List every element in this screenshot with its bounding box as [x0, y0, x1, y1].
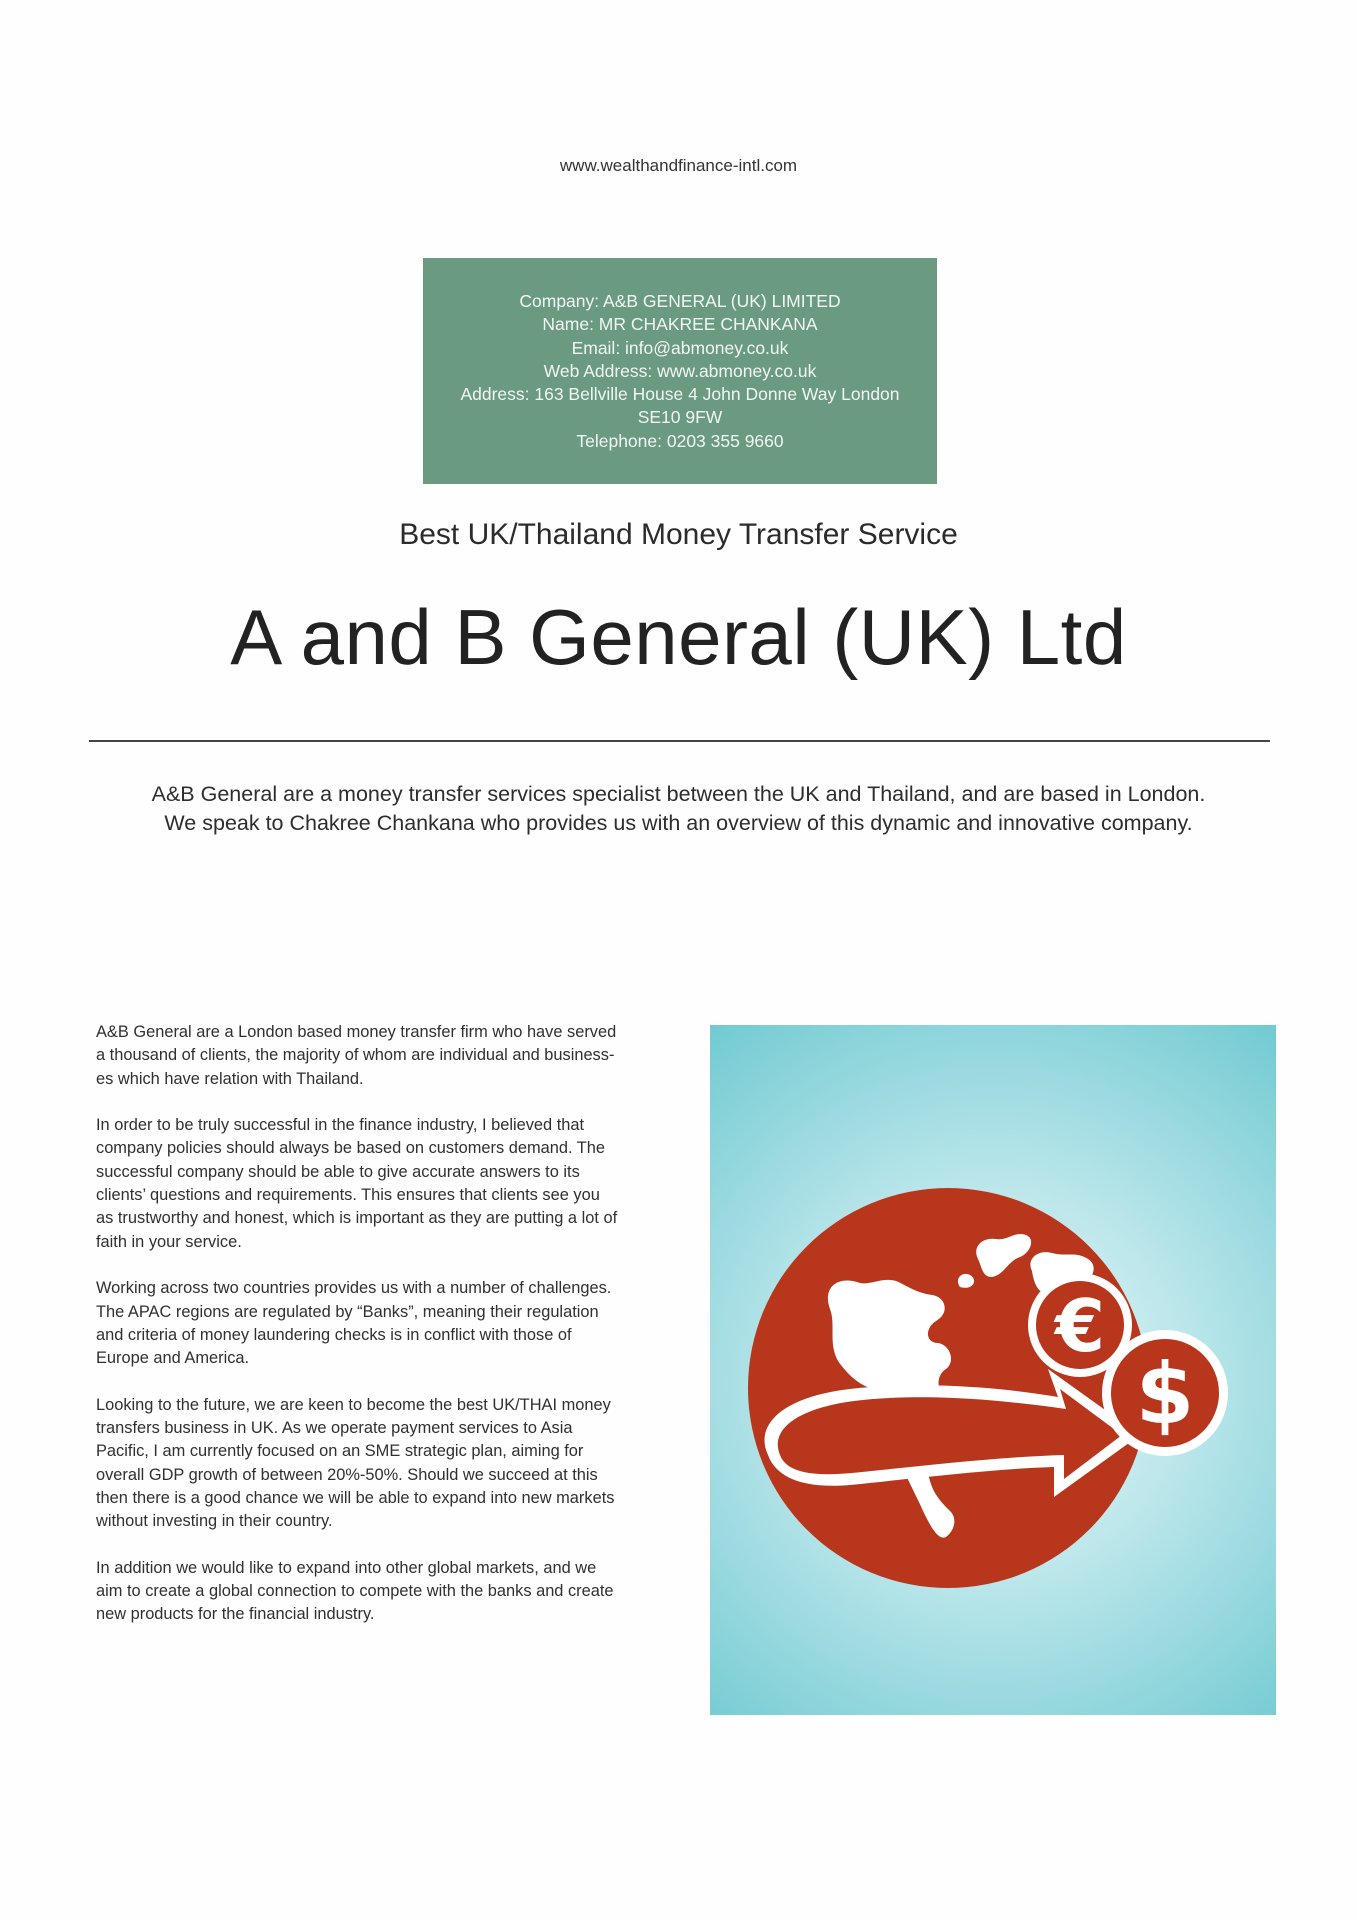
body-paragraph: [96, 1394, 676, 1534]
contact-name: Name: MR CHAKREE CHANKANA: [542, 314, 818, 335]
money-transfer-illustration: [710, 1025, 1276, 1715]
body-line: clients’ questions and requirements. This ensures that clients see you: [96, 1186, 600, 1205]
body-line: In addition we would like to expand into other global markets, and we: [96, 1558, 597, 1577]
body-paragraph: [96, 1277, 676, 1370]
contact-address-line-2: SE10 9FW: [637, 407, 723, 428]
body-paragraph: [96, 1557, 676, 1627]
divider-rule: [89, 740, 1270, 742]
body-line: Looking to the future, we are keen to become the best UK/THAI money: [96, 1395, 611, 1414]
contact-email: Email: info@abmoney.co.uk: [571, 337, 789, 358]
body-paragraph: [96, 1021, 676, 1091]
dollar-symbol: $: [1135, 1345, 1195, 1443]
body-line: overall GDP growth of between 20%-50%. Should we succeed at this: [96, 1465, 598, 1484]
body-line: A&B General are a London based money transfer firm who have served: [96, 1023, 617, 1041]
body-line: Pacific, I am currently focused on an SME strategic plan, aiming for: [96, 1442, 584, 1461]
contact-telephone: Telephone: 0203 355 9660: [576, 430, 784, 451]
site-url: www.wealthandfinance-intl.com: [559, 156, 798, 175]
body-line: aim to create a global connection to compete with the banks and create: [96, 1582, 614, 1601]
body-paragraph: [96, 1114, 676, 1254]
article-intro: [80, 780, 1277, 838]
body-line: In order to be truly successful in the finance industry, I believed that: [96, 1116, 585, 1135]
body-line: a thousand of clients, the majority of whom are individual and business-: [96, 1046, 615, 1065]
euro-symbol: €: [1054, 1284, 1106, 1368]
body-line: as trustworthy and honest, which is important as they are putting a lot of: [96, 1209, 618, 1228]
globe-money-transfer-icon: [710, 1025, 1276, 1715]
body-line: faith in your service.: [96, 1232, 242, 1251]
body-line: company policies should always be based on customers demand. The: [96, 1139, 606, 1158]
body-line: The APAC regions are regulated by “Banks”, meaning their regulation: [96, 1302, 599, 1321]
intro-line: We speak to Chakree Chankana who provides us with an overview of this dynamic and innovative company.: [164, 811, 1193, 835]
article-subtitle: Best UK/Thailand Money Transfer Service: [399, 518, 958, 551]
intro-line: A&B General are a money transfer services specialist between the UK and Thailand, and are based in London.: [151, 782, 1206, 806]
body-line: transfers business in UK. As we operate payment services to Asia: [96, 1419, 573, 1438]
contact-address-line-1: Address: 163 Bellville House 4 John Donne Way London: [460, 384, 900, 405]
contact-web-address: Web Address: www.abmoney.co.uk: [543, 360, 817, 381]
body-line: Working across two countries provides us with a number of challenges.: [96, 1279, 612, 1298]
article-headline: A and B General (UK) Ltd: [230, 593, 1127, 681]
article-body: [96, 1021, 676, 1650]
contact-info-box: [423, 258, 937, 484]
body-line: then there is a good chance we will be able to expand into new markets: [96, 1488, 615, 1507]
body-line: and criteria of money laundering checks is in conflict with those of: [96, 1325, 572, 1344]
contact-company: Company: A&B GENERAL (UK) LIMITED: [519, 291, 841, 311]
body-line: without investing in their country.: [96, 1512, 333, 1531]
body-line: new products for the financial industry.: [96, 1605, 375, 1624]
body-line: Europe and America.: [96, 1349, 250, 1368]
body-line: successful company should be able to give accurate answers to its: [96, 1162, 580, 1181]
body-line: es which have relation with Thailand.: [96, 1069, 364, 1088]
